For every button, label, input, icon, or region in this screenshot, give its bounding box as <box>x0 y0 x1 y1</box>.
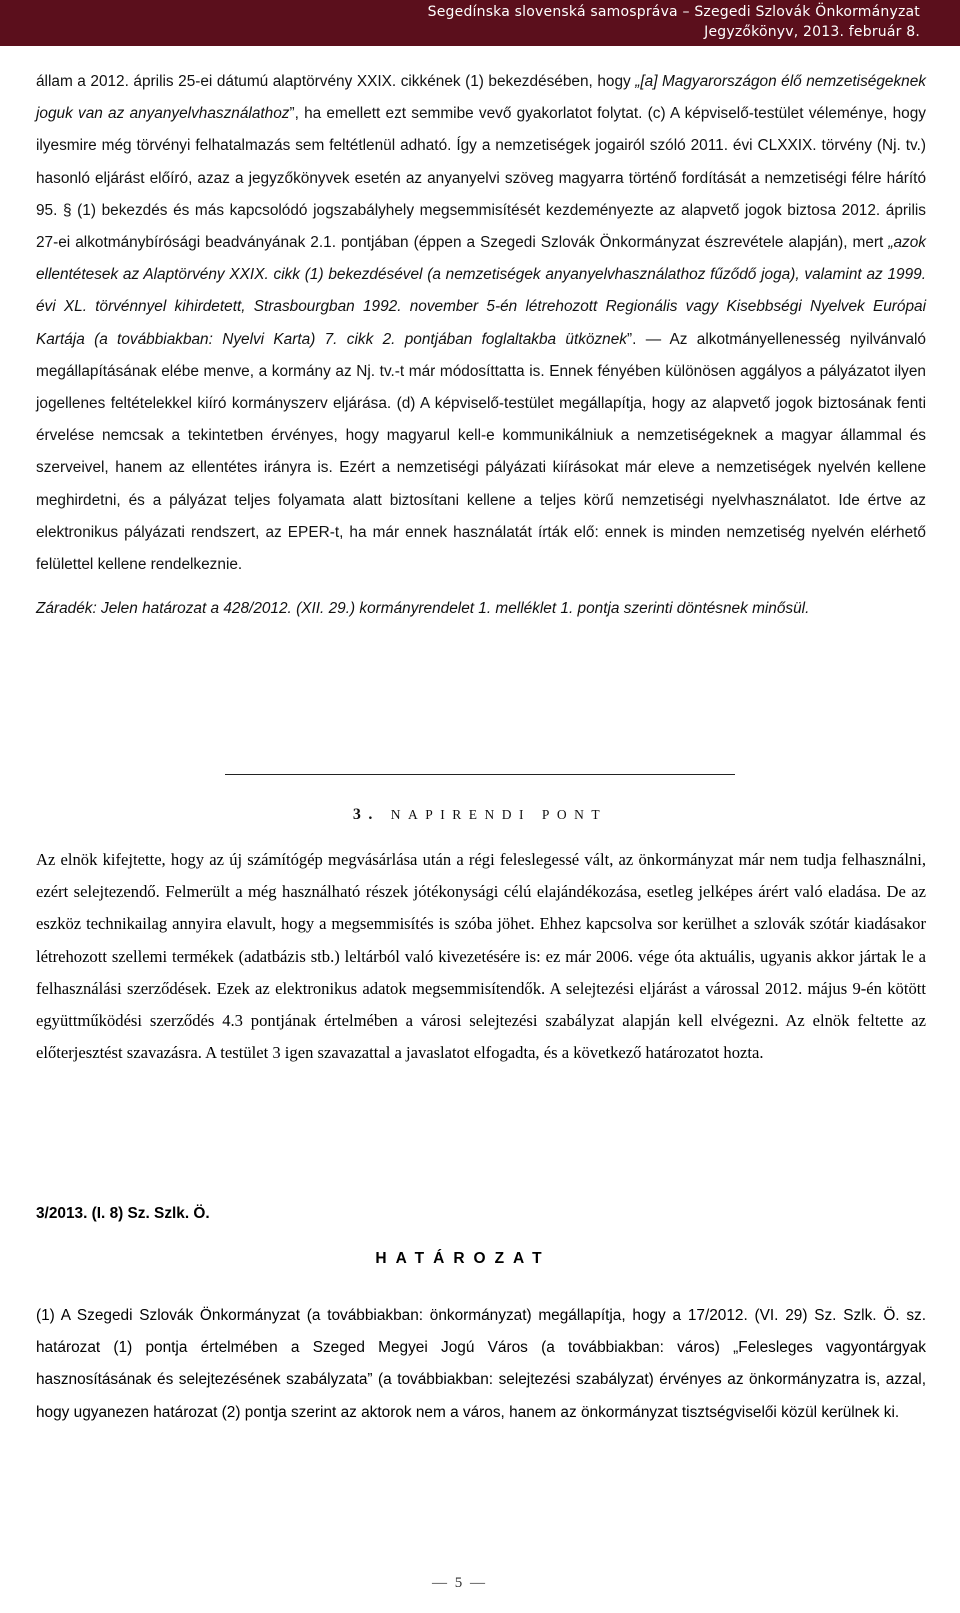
clause-paragraph <box>36 593 926 625</box>
clause-text: Záradék: Jelen határozat a 428/2012. (XII. 29.) kormányrendelet 1. melléklet 1. pontja szerinti döntésnek minősül. <box>36 600 810 618</box>
resolution-paragraph: (1) A Szegedi Szlovák Önkormányzat (a továbbiakban: önkormányzat) megállapítja, hogy a 17/2012. (VI. 29) Sz. Szlk. Ö. sz. határozat (1) pontja értelmében a Szeged Megyei Jogú Város (a továbbiakban: város) „Felesleges vagyontárgyak hasznosításának és selejtezésének szabályzata” (a továbbiakban: selejtezési szabályzat) érvényes az önkormányzatra is, azzal, hogy ugyanezen határozat (2) pontja szerint az aktorok nem a város, hanem az önkormányzat tisztségviselői közül kerülnek ki. <box>36 1307 926 1421</box>
opinion-paragraph <box>36 66 926 581</box>
discussion-paragraph: Az elnök kifejtette, hogy az új számítógép megvásárlása után a régi feleslegessé vált, az önkormányzat már nem tudja felhasználni, ezért selejtezendő. Felmerült a még használható részek jótékonysági célú elajándékozása, esetleg jelképes árért való eladása. De az eszköz technikailag annyira elavult, hogy a megsemmisítés is szóba jöhet. Ehhez kapcsolva sor kerülhet a szlovák szótár kiadásakor létrehozott szellemi termékek (adatbázis stb.) leltárból való kivezetésére is: ez már 2006. vége óta aktuális, ugyanis akkor jártak le a felhasználási szerződések. Ezek az elektronikus adatok megsemmisítendők. A selejtezési eljárást a várossal 2012. május 9-én kötött együttműködési szerződés 4.3 pontjának értelmében a városi selejtezési szabályzat alapján kell elvégezni. Az elnök feltette az előterjesztést szavazásra. A testület 3 igen szavazattal a javaslatot elfogadta, és a következő határozatot hozta. <box>36 850 926 1063</box>
header-minutes-date: Jegyzőkönyv, 2013. február 8. <box>704 24 920 40</box>
text-run: ”, ha emellett ezt semmibe vevő gyakorlatot folytat. (c) A képviselő-testület véleménye, hogy ilyesmire még törvényi felhatalmazás sem feltétlenül adható. Így a nemzetiségek jogairól szóló 2011. évi CLXXIX. törvény (Nj. tv.) hasonló eljárást előíró, azaz a jegyzőkönyvek esetén az anyanyelvi szöveg magyarra történő fordítását a nemzetiségi félre hárító 95. § (1) bekezdés és más kapcsolódó jogszabályhely megsemmisítését kezdeményezte az alapvető jogok biztosa 2012. április 27-ei alkotmánybírósági beadványának 2.1. pontjában (éppen a Szegedi Szlovák Önkormányzat észrevétele alapján), mert <box>36 105 926 252</box>
text-run-italic: „azok ellentétesek az Alaptörvény XXIX. cikk (1) bekezdésével (a nemzetiségek anyanyelvhasználathoz fűződő joga), valamint az 1999. évi XL. törvénnyel kihirdetett, Strasbourgban 1992. november 5-én létrehozott Regionális vagy Kisebbségi Nyelvek Európai Kartája (a továbbiakban: Nyelvi Karta) 7. cikk 2. pontjában foglaltakba ütköznek <box>36 234 926 348</box>
header-organization: Segedínska slovenská samospráva – Szegedi Szlovák Önkormányzat <box>427 4 920 20</box>
main-content <box>36 66 926 625</box>
text-run: ”. — Az alkotmányellenesség nyilvánvaló megállapításának elébe menve, a kormány az Nj. tv.-t már módosíttatta is. Ennek fényében különösen aggályos a pályázatot ilyen jogellenes feltételekkel kiíró kormányszerv eljárása. (d) A képviselő-testület megállapítja, hogy az alapvető jogok biztosának fenti érvelése nemcsak a tekintetben érvényes, hogy magyarul kell-e kommunikálniuk a nemzetiségeknek a magyar állammal és szerveivel, hanem az ellentétes irányra is. Ezért a nemzetiségi pályázati kiírásokat már eleve a nemzetiségek nyelvén kellene meghirdetni, és a pályázat teljes folyamata alatt biztosítani kellene a teljes körű nemzetiségi nyelvhasználatot. Ide értve az elektronikus pályázati rendszert, az EPER-t, ha már ennek használatát írták elő: ennek is minden nemzetiség nyelvén elérhető felülettel kellene rendelkeznie. <box>36 330 926 574</box>
section-heading <box>0 806 960 824</box>
section-title: NAPIRENDI PONT <box>390 807 608 822</box>
resolution-heading: HATÁROZAT <box>375 1250 551 1267</box>
text-run-italic: „[a] Magyarországon élő nemzetiségeknek joguk van az anyanyelvhasználathoz <box>36 73 926 123</box>
resolution-reference: 3/2013. (I. 8) Sz. Szlk. Ö. <box>36 1205 210 1222</box>
page-number: — 5 — <box>432 1575 487 1591</box>
section-divider <box>225 774 735 775</box>
section-number: 3. <box>352 806 380 823</box>
text-run: állam a 2012. április 25-ei dátumú alaptörvény XXIX. cikkének (1) bekezdésében, hogy <box>36 73 636 90</box>
document-header-band <box>0 0 960 46</box>
